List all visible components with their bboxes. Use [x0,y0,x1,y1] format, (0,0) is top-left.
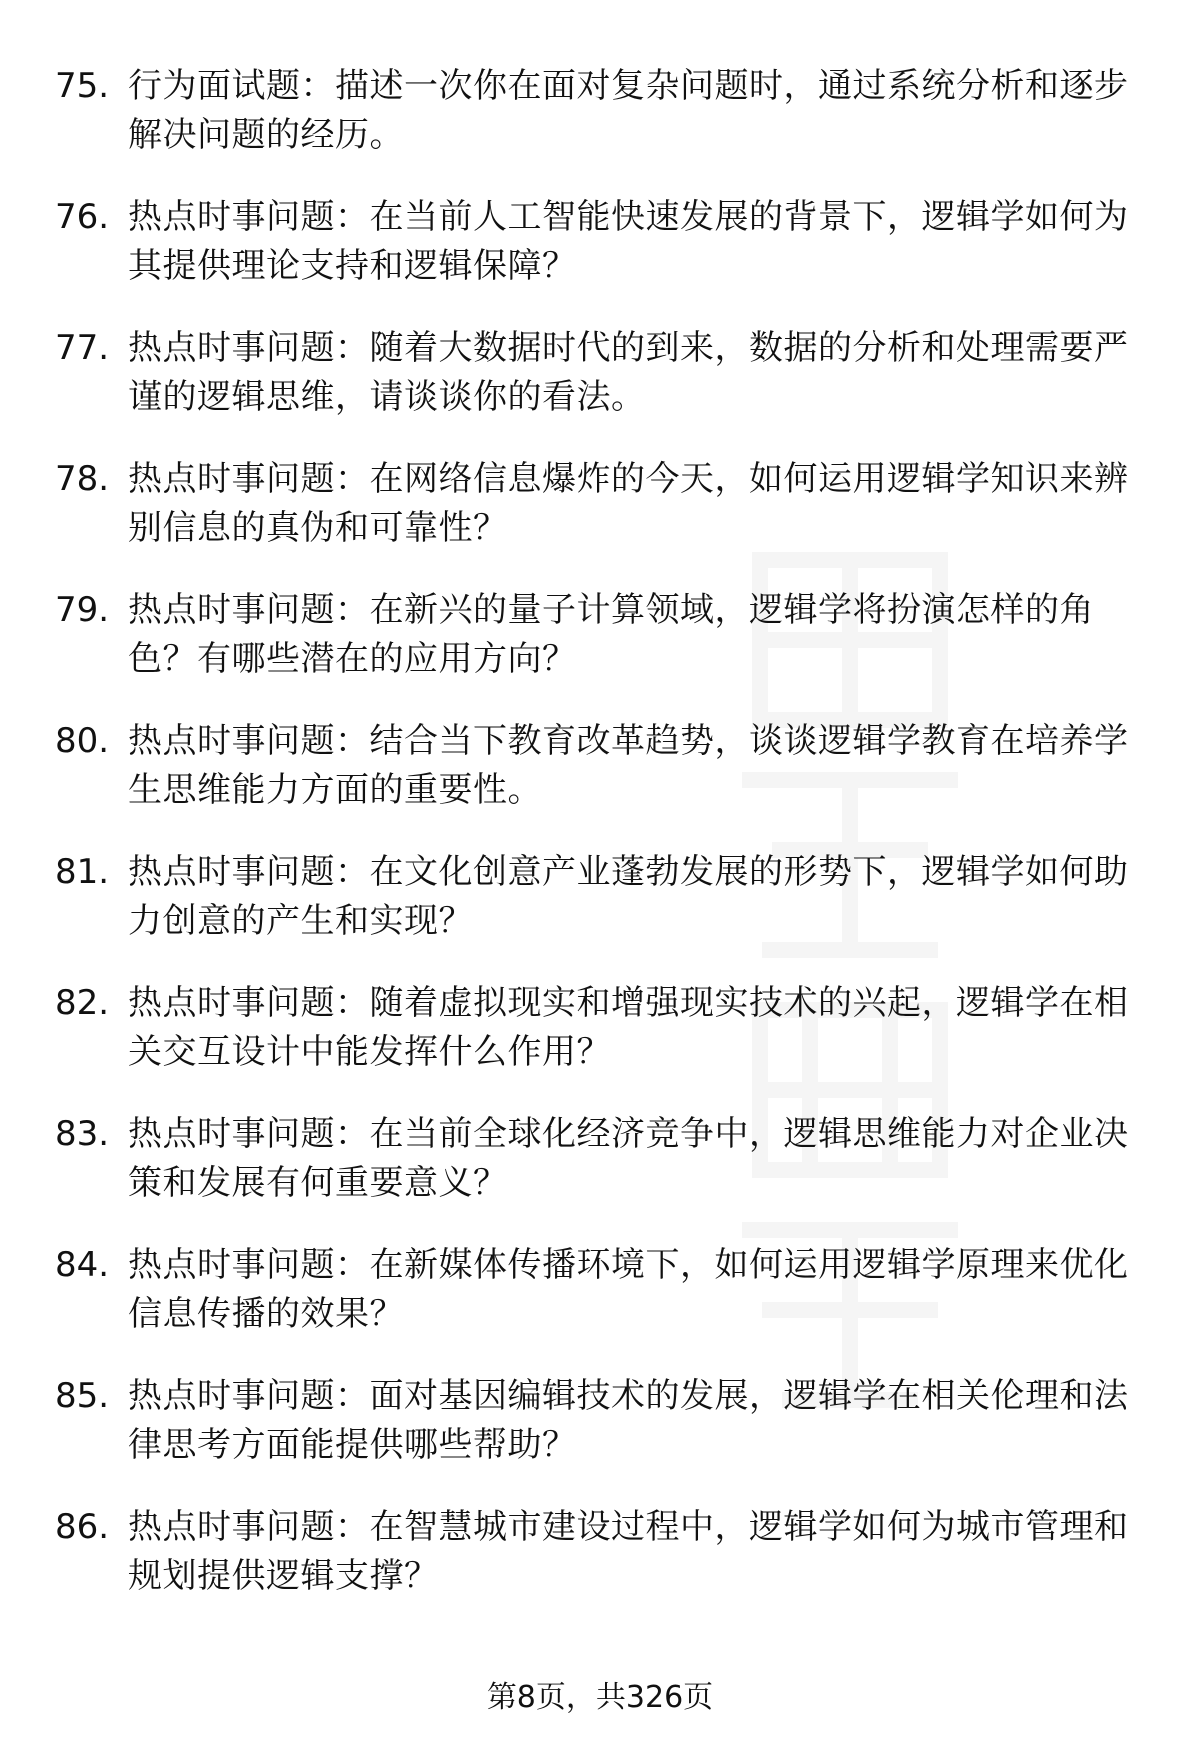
question-number: 82. [55,983,110,1023]
question-text: 热点时事问题：在当前全球化经济竞争中，逻辑思维能力对企业决策和发展有何重要意义？ [128,1114,1129,1203]
list-item [55,1241,1145,1372]
question-list [55,62,1145,1634]
list-item [55,586,1145,717]
question-number: 79. [55,590,110,630]
question-number: 86. [55,1507,110,1547]
page-number-label: 第8页，共326页 [486,1680,714,1715]
question-text: 热点时事问题：在新兴的量子计算领域，逻辑学将扮演怎样的角色？有哪些潜在的应用方向？ [128,590,1094,679]
question-text: 热点时事问题：随着大数据时代的到来，数据的分析和处理需要严谨的逻辑思维，请谈谈你的看法。 [128,328,1129,417]
question-text: 热点时事问题：在网络信息爆炸的今天，如何运用逻辑学知识来辨别信息的真伪和可靠性？ [128,459,1129,548]
question-number: 81. [55,852,110,892]
list-item [55,848,1145,979]
question-number: 75. [55,66,110,106]
list-item [55,324,1145,455]
question-number: 80. [55,721,110,761]
list-item [55,193,1145,324]
question-text: 行为面试题：描述一次你在面对复杂问题时，通过系统分析和逐步解决问题的经历。 [128,66,1129,155]
list-item [55,1110,1145,1241]
question-number: 84. [55,1245,110,1285]
question-text: 热点时事问题：在文化创意产业蓬勃发展的形势下，逻辑学如何助力创意的产生和实现？ [128,852,1129,941]
question-number: 77. [55,328,110,368]
question-text: 热点时事问题：面对基因编辑技术的发展，逻辑学在相关伦理和法律思考方面能提供哪些帮助？ [128,1376,1129,1465]
question-number: 78. [55,459,110,499]
question-text: 热点时事问题：在当前人工智能快速发展的背景下，逻辑学如何为其提供理论支持和逻辑保障？ [128,197,1129,286]
list-item [55,1503,1145,1634]
list-item [55,717,1145,848]
question-text: 热点时事问题：在新媒体传播环境下，如何运用逻辑学原理来优化信息传播的效果？ [128,1245,1129,1334]
question-text: 热点时事问题：结合当下教育改革趋势，谈谈逻辑学教育在培养学生思维能力方面的重要性。 [128,721,1129,810]
page-footer [0,1678,1200,1718]
question-number: 83. [55,1114,110,1154]
question-number: 85. [55,1376,110,1416]
list-item [55,1372,1145,1503]
question-number: 76. [55,197,110,237]
question-text: 热点时事问题：随着虚拟现实和增强现实技术的兴起，逻辑学在相关交互设计中能发挥什么作用？ [128,983,1129,1072]
list-item [55,62,1145,193]
list-item [55,455,1145,586]
list-item [55,979,1145,1110]
question-text: 热点时事问题：在智慧城市建设过程中，逻辑学如何为城市管理和规划提供逻辑支撑？ [128,1507,1129,1596]
